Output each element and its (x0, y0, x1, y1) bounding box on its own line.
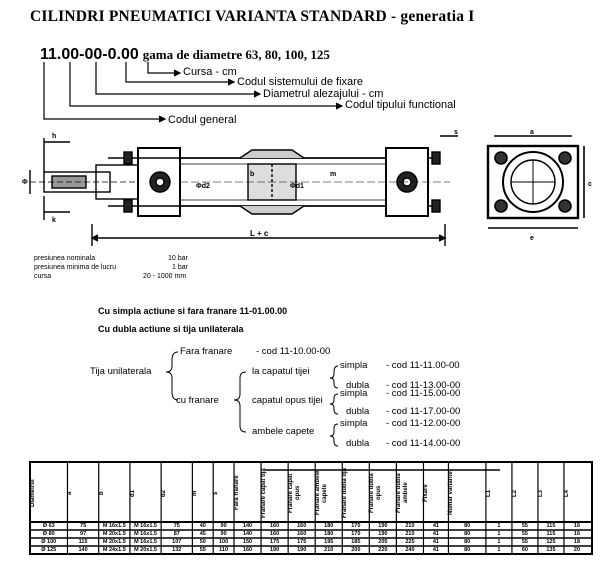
table-cell: 20 (573, 547, 581, 553)
spec-pressure-min-label: presiunea minima de lucru (34, 264, 117, 271)
table-cell: Ø 125 (41, 547, 57, 553)
dim-a: a (530, 129, 534, 136)
table-cell: 80 (464, 547, 471, 553)
table-cell: 160 (297, 531, 307, 537)
tree-rod-end-double: dubla (346, 380, 370, 391)
table-cell: 205 (378, 539, 388, 545)
cylinder-end-view (488, 136, 584, 228)
table-cell: 50 (199, 539, 206, 545)
table-cell: 75 (173, 523, 180, 529)
table-cell: 190 (297, 547, 307, 553)
table-header-cell: a (67, 491, 74, 495)
table-header-cell: Fara franare (234, 475, 240, 511)
table-cell: 190 (378, 531, 388, 537)
tree-rod-end-simple-code: - cod 11-11.00-00 (386, 360, 460, 371)
table-cell: 220 (378, 547, 388, 553)
dim-h: h (52, 133, 57, 140)
table-cell: 160 (242, 547, 253, 553)
table-header-cell: Diametrul (30, 479, 36, 507)
tree-both-double: dubla (346, 438, 370, 449)
table-header-cell: Franare dubla ambele (396, 473, 410, 513)
table-cell: 100 (219, 539, 229, 545)
table-header-cell: Fixare (423, 484, 430, 502)
legend-fixare: Codul sistemului de fixare (237, 76, 363, 88)
table-cell: M 16x1.5 (134, 539, 157, 545)
table-cell: 135 (546, 547, 556, 553)
table-cell: 97 (80, 531, 87, 537)
table-cell: 75 (80, 523, 87, 529)
table-cell: 190 (378, 523, 388, 529)
table-cell: 210 (405, 531, 415, 537)
table-cell: 55 (521, 523, 528, 529)
table-cell: 110 (219, 547, 229, 553)
table-cell: 175 (270, 539, 280, 545)
table-header-cell: L3 (537, 489, 544, 497)
table-cell: 18 (573, 539, 581, 545)
table-cell: 1 (497, 523, 501, 529)
dim-lc: L + c (250, 229, 269, 238)
table-header-cell: L4 (563, 489, 570, 497)
table-cell: 90 (220, 523, 227, 529)
table-cell: 1 (497, 531, 501, 537)
spec-pressure-nominal-label: presiunea nominala (34, 255, 96, 262)
spec-stroke-label: cursa (34, 273, 52, 280)
table-cell: 60 (521, 547, 528, 553)
table-cell: 80 (464, 539, 471, 545)
table-cell: M 16x1.5 (134, 523, 157, 529)
tree-opposite-simple-code: - cod 11-15.00-00 (386, 388, 461, 399)
tree-cu-franare: cu franare (176, 395, 219, 406)
table-cell: 55 (521, 539, 528, 545)
table-header-cell: d1 (129, 489, 136, 497)
table-cell: 210 (405, 523, 415, 529)
tree-opposite-double: dubla (346, 406, 370, 417)
table-cell: M 20x1.5 (102, 539, 126, 545)
table-cell: 150 (242, 539, 253, 545)
table-cell: 195 (324, 539, 334, 545)
dim-k: k (52, 217, 56, 224)
tree-rod-end-simple: simpla (340, 360, 368, 371)
table-header-cell: L1 (485, 489, 492, 497)
tree-opposite-simple: simpla (340, 388, 368, 399)
table-cell: M 20x1.5 (134, 547, 157, 553)
table-header-cell: s (213, 491, 220, 495)
table-cell: 55 (521, 531, 528, 537)
table-cell: 132 (172, 547, 182, 553)
diameter-range: gama de diametre 63, 80, 100, 125 (142, 47, 330, 62)
legend-tip: Codul tipului functional (345, 99, 456, 111)
table-header-cell: Franare capat tija (261, 468, 268, 518)
tree-rod-end-double-code: - cod 11-13.00-00 (386, 380, 461, 391)
table-cell: 16 (573, 523, 581, 529)
table-cell: 210 (324, 547, 334, 553)
table-cell: 200 (351, 547, 361, 553)
legend-alezaj: Diametrul alezajului - cm (263, 88, 384, 100)
parameters-table (30, 462, 590, 554)
table-header-cell: L2 (511, 489, 518, 497)
table-cell: M 16x1.5 (134, 531, 157, 537)
tree-both-double-code: - cod 11-14.00-00 (386, 438, 461, 449)
table-cell: 16 (573, 531, 581, 537)
page-title: CILINDRI PNEUMATICI VARIANTA STANDARD - generatia I (30, 8, 475, 25)
table-cell: 170 (351, 523, 361, 529)
table-cell: 140 (78, 547, 88, 553)
table-cell: 225 (405, 539, 415, 545)
table-cell: 180 (324, 531, 334, 537)
table-cell: 125 (546, 539, 556, 545)
table-cell: 80 (464, 531, 471, 537)
table-cell: 41 (432, 531, 439, 537)
table-cell: 175 (297, 539, 307, 545)
table-cell: 160 (297, 523, 307, 529)
table-cell: 40 (199, 523, 206, 529)
table-cell: 41 (432, 523, 439, 529)
cylinder-side-view (30, 136, 458, 246)
variant-double-action: Cu dubla actiune si tija unilaterala (98, 324, 244, 334)
dim-c: c (588, 181, 592, 188)
table-cell: Ø 63 (42, 523, 55, 529)
table-header-cell: Numar variante (448, 471, 455, 515)
table-header-cell: d2 (161, 489, 168, 497)
table-header-cell: Franare ambele capete (315, 470, 329, 516)
table-header-cell: m (192, 490, 199, 496)
table-cell: 190 (270, 547, 280, 553)
table-cell: Ø 100 (41, 539, 57, 545)
table-header-cell: b (98, 491, 105, 495)
dim-d2: Φd2 (196, 183, 210, 190)
tree-branch-both-ends: ambele capete (252, 426, 315, 437)
tree-root: Tija unilaterala (90, 366, 152, 377)
table-cell: 140 (242, 523, 253, 529)
table-cell: 1 (497, 547, 501, 553)
legend-cursa: Cursa - cm (183, 66, 237, 78)
dim-dia: Φ (22, 179, 28, 186)
table-cell: 170 (351, 531, 361, 537)
tree-both-simple: simpla (340, 418, 368, 429)
variant-simple-action: Cu simpla actiune si fara franare 11-01.00.00 (98, 306, 288, 316)
table-cell: M 24x1.5 (102, 547, 126, 553)
tree-fara-code: - cod 11-10.00-00 (256, 346, 331, 357)
spec-stroke-value: 20 - 1000 mm (143, 273, 187, 280)
table-cell: 45 (199, 531, 206, 537)
dim-e: e (530, 235, 534, 242)
tree-both-simple-code: - cod 11-12.00-00 (386, 418, 461, 429)
table-header-cell: Franare dubla tija (342, 467, 349, 518)
legend-general: Codul general (168, 114, 237, 126)
dim-b: b (250, 171, 255, 178)
table-cell: 140 (242, 531, 253, 537)
table-cell: 41 (432, 547, 439, 553)
table-cell: 160 (270, 523, 280, 529)
table-cell: 240 (405, 547, 415, 553)
table-cell: 80 (464, 523, 471, 529)
table-cell: Ø 80 (42, 531, 55, 537)
dim-s: s (454, 129, 458, 136)
table-header-cell: Franare capat opus (288, 473, 302, 513)
tree-branch-rod-end: la capatul tijei (252, 366, 310, 377)
spec-pressure-min-value: 1 bar (172, 264, 188, 271)
table-cell: 115 (546, 523, 556, 529)
table-cell: M 16x1.5 (102, 523, 126, 529)
table-cell: 55 (199, 547, 206, 553)
table-cell: 160 (270, 531, 280, 537)
table-header-cell: Franare dubla opus (369, 473, 383, 513)
table-cell: 1 (497, 539, 501, 545)
tree-fara-franare: Fara franare (180, 346, 233, 357)
dim-d1: Φd1 (290, 183, 304, 190)
spec-pressure-nominal-value: 10 bar (168, 255, 188, 262)
table-cell: 107 (172, 539, 182, 545)
table-cell: 41 (432, 539, 439, 545)
table-cell: M 20x1.5 (102, 531, 126, 537)
table-cell: 115 (546, 531, 556, 537)
table-cell: 185 (351, 539, 361, 545)
table-cell: 180 (324, 523, 334, 529)
tree-branch-opposite-end: capatul opus tijei (252, 395, 323, 406)
table-cell: 87 (173, 531, 180, 537)
dim-m: m (330, 171, 337, 178)
table-cell: 115 (78, 539, 88, 545)
table-cell: 90 (220, 531, 227, 537)
tree-opposite-double-code: - cod 11-17.00-00 (386, 406, 461, 417)
product-code: 11.00-00-0.00 (40, 46, 139, 63)
